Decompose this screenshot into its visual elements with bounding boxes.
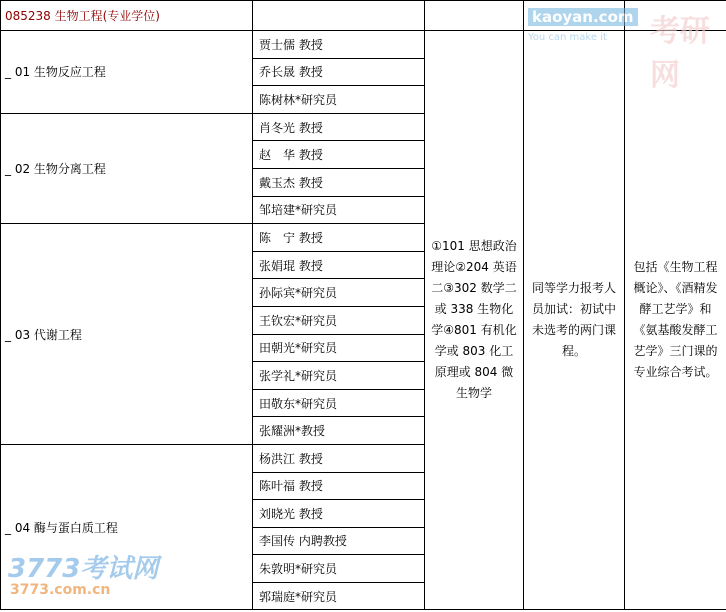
direction-label: _ 03 代谢工程 [1, 224, 253, 445]
watermark-brand: 3773考试网 [8, 554, 159, 584]
watermark-slogan: You can make it [528, 32, 607, 43]
watermark-domain: kaoyan.com [528, 8, 638, 26]
supervisor-name: 郭瑞庭*研究员 [253, 582, 425, 610]
supervisor-name: 贾士儒 教授 [253, 31, 425, 59]
direction-label: _ 01 生物反应工程 [1, 31, 253, 114]
supervisor-row [1, 31, 726, 59]
comprehensive-exam: 包括《生物工程概论》、《酒精发酵工艺学》和《氨基酸发酵工艺学》三门课的专业综合考试。 [625, 31, 726, 610]
header-row [1, 1, 726, 31]
supervisor-name: 王钦宏*研究员 [253, 306, 425, 334]
supervisor-name: 陈树林*研究员 [253, 86, 425, 114]
header-empty-cell [625, 1, 726, 31]
watermark-brand: 考研网 [650, 14, 710, 93]
header-empty-cell [425, 1, 524, 31]
equivalent-note: 同等学力报考人员加试：初试中未选考的两门课程。 [524, 31, 625, 610]
direction-label: _ 04 酶与蛋白质工程 [1, 444, 253, 610]
supervisor-name: 张耀洲*教授 [253, 417, 425, 445]
supervisor-name: 李国传 内聘教授 [253, 527, 425, 555]
exam-subjects: ①101 思想政治理论②204 英语二③302 数学二或 338 生物化学④801 有机化学或 803 化工原理或 804 微生物学 [425, 31, 524, 610]
supervisor-name: 陈叶福 教授 [253, 472, 425, 500]
supervisor-name: 张学礼*研究员 [253, 362, 425, 390]
supervisor-name: 陈 宁 教授 [253, 224, 425, 252]
supervisor-name: 邹培建*研究员 [253, 196, 425, 224]
direction-label: _ 02 生物分离工程 [1, 113, 253, 223]
supervisor-name: 田朝光*研究员 [253, 334, 425, 362]
supervisor-name: 杨洪江 教授 [253, 444, 425, 472]
supervisor-name: 赵 华 教授 [253, 141, 425, 169]
supervisor-name: 戴玉杰 教授 [253, 168, 425, 196]
header-empty-cell [524, 1, 625, 31]
program-table-body [1, 1, 726, 610]
supervisor-name: 孙际宾*研究员 [253, 279, 425, 307]
supervisor-name: 肖冬光 教授 [253, 113, 425, 141]
supervisor-name: 刘晓光 教授 [253, 500, 425, 528]
program-title: 085238 生物工程(专业学位) [1, 1, 253, 31]
supervisor-name: 张娟琨 教授 [253, 251, 425, 279]
supervisor-name: 乔长晟 教授 [253, 58, 425, 86]
supervisor-name: 田敬东*研究员 [253, 389, 425, 417]
watermark-domain: 3773.com.cn [10, 582, 111, 598]
supervisor-name: 朱敦明*研究员 [253, 555, 425, 583]
header-empty-cell [253, 1, 425, 31]
